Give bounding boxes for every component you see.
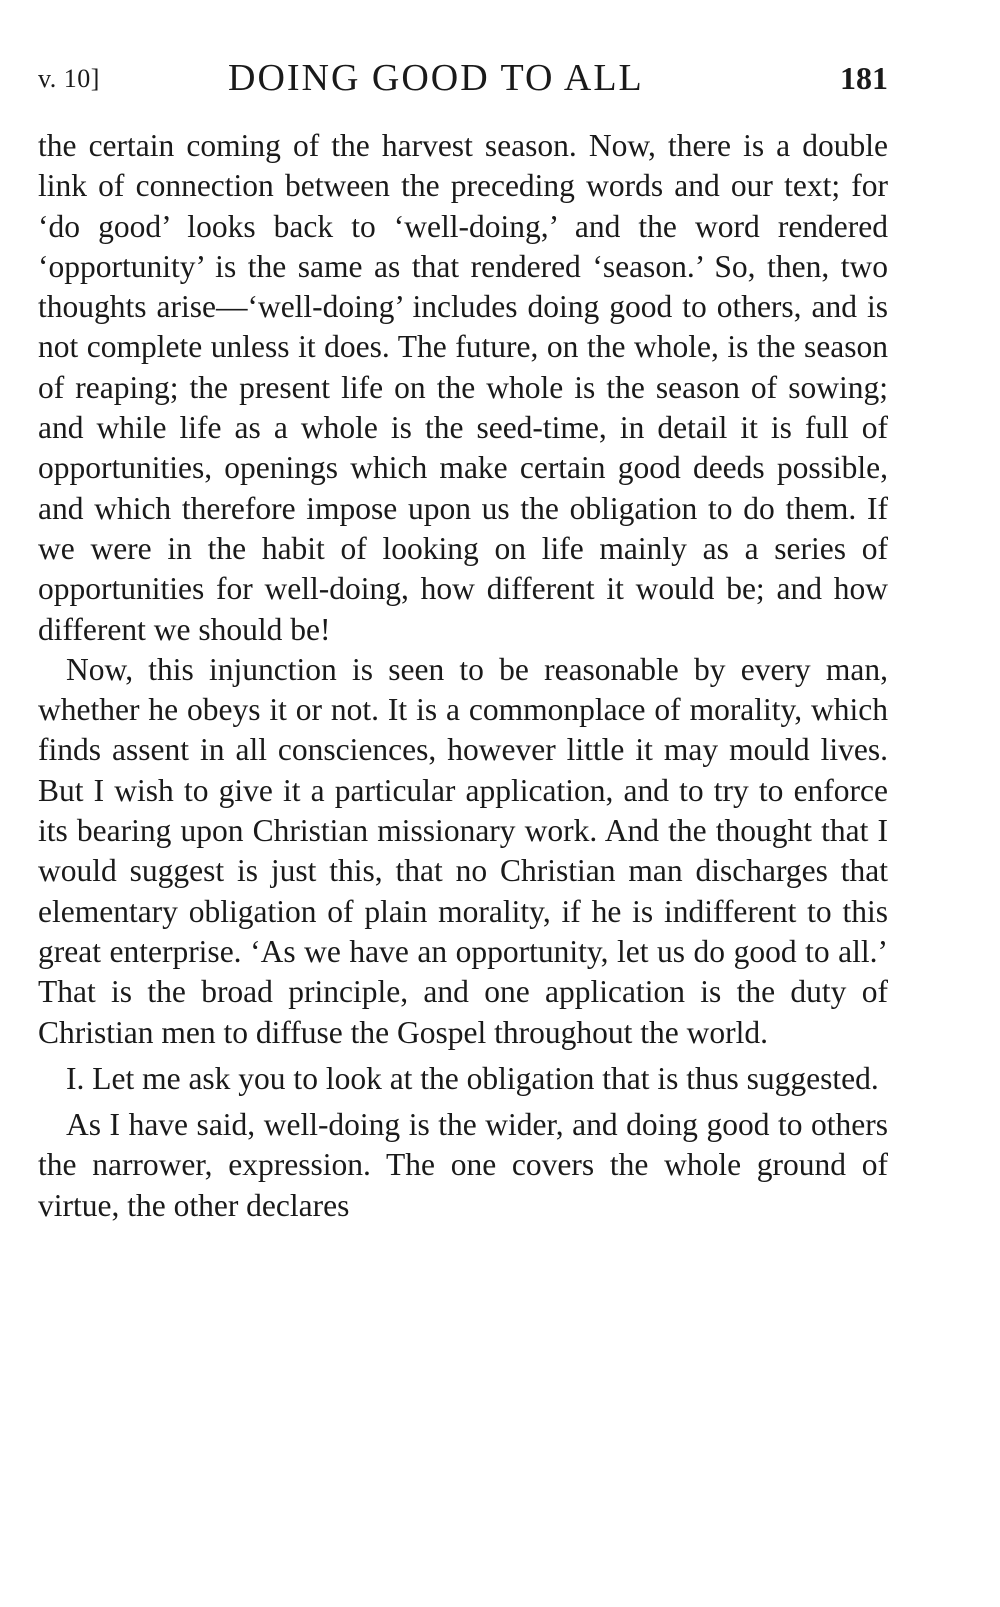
running-header <box>38 56 888 106</box>
paragraph: As I have said, well-doing is the wider, and doing good to others the narrower, expression. The one covers the whole ground of virtue, the other declares <box>38 1107 888 1223</box>
paragraph: Now, this injunction is seen to be reasonable by every man, whether he obeys it or not. It is a commonplace of morality, which finds assent in all consciences, however little it may mould lives. But I wish to give it a particular application, and to try to enforce its bearing upon Christian missionary work. And the thought that I would suggest is just this, that no Christian man discharges that elementary obligation of plain morality, if he is indifferent to this great enterprise. ‘As we have an opportunity, let us do good to all.’ That is the broad principle, and one application is the duty of Christian men to diffuse the Gospel throughout the world. <box>38 651 888 1050</box>
body-text <box>38 126 888 1226</box>
verse-reference: v. 10] <box>38 64 100 93</box>
section-heading-paragraph: I. Let me ask you to look at the obligation that is thus suggested. <box>66 1060 879 1096</box>
paragraph-continuation: the certain coming of the harvest season. Now, there is a double link of connection between the preceding words and our text; for ‘do good’ looks back to ‘well-doing,’ and the word rendered ‘opportunity’ is the same as that rendered ‘season.’ So, then, two thoughts arise—‘well-doing’ includes doing good to others, and is not complete unless it does. The future, on the whole, is the season of reaping; the present life on the whole is the season of sowing; and while life as a whole is the seed-time, in detail it is full of opportunities, openings which make certain good deeds possible, and which therefore impose upon us the obligation to do them. If we were in the habit of looking on life mainly as a series of opportunities for well-doing, how different it would be; and how different we should be! <box>38 128 888 647</box>
page-number: 181 <box>840 60 888 96</box>
running-title: DOING GOOD TO ALL <box>228 57 644 99</box>
